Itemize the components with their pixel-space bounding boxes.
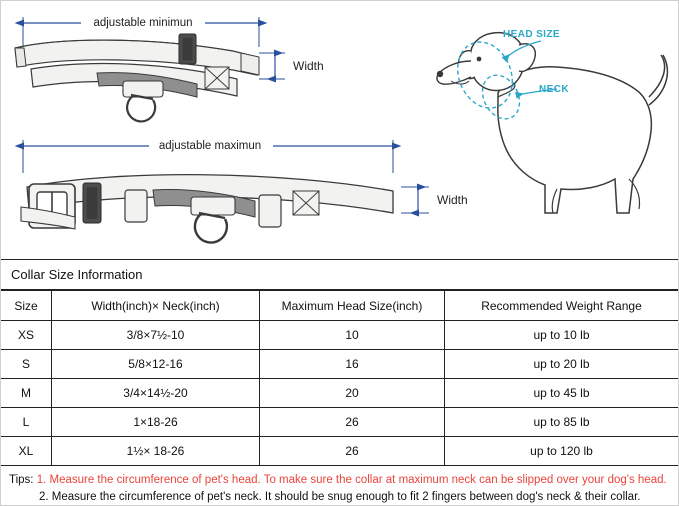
cell-size: S (1, 350, 52, 379)
cell-size: L (1, 408, 52, 437)
cell-weight: up to 120 lb (445, 437, 679, 466)
cell-weight: up to 45 lb (445, 379, 679, 408)
cell-weight: up to 20 lb (445, 350, 679, 379)
tips-line-2: 2. Measure the circumference of pet's neck. It should be snug enough to fit 2 fingers between dog's neck & their collar. (39, 490, 641, 503)
head-size-label: HEAD SIZE (503, 29, 560, 40)
neck-label: NECK (539, 84, 569, 95)
size-information-section (1, 259, 678, 505)
tips-section (1, 466, 678, 505)
table-row (1, 379, 678, 408)
cell-head-size: 26 (260, 437, 445, 466)
top-dimension-label: adjustable minimun (93, 17, 193, 29)
table-row (1, 408, 678, 437)
tips-text-1: 1. Measure the circumference of pet's head. To make sure the collar at maximum neck can be slipped over your dog's head. (36, 474, 667, 486)
cell-width-neck: 1½× 18-26 (52, 437, 260, 466)
cell-head-size: 20 (260, 379, 445, 408)
collar-min-illustration (15, 14, 324, 121)
cell-width-neck: 1×18-26 (52, 408, 260, 437)
cell-width-neck: 5/8×12-16 (52, 350, 260, 379)
cell-size: XS (1, 321, 52, 350)
cell-weight: up to 10 lb (445, 321, 679, 350)
cell-head-size: 16 (260, 350, 445, 379)
width-label-bottom: Width (437, 193, 468, 207)
cell-size: XL (1, 437, 52, 466)
table-header-row (1, 291, 678, 321)
table-row (1, 321, 678, 350)
dog-illustration (437, 29, 668, 213)
table-row (1, 437, 678, 466)
table-row (1, 350, 678, 379)
table-title: Collar Size Information (1, 260, 678, 290)
collar-diagram (1, 1, 678, 259)
header-weight-range: Recommended Weight Range (445, 291, 679, 321)
cell-width-neck: 3/4×14½-20 (52, 379, 260, 408)
bottom-dimension-label: adjustable maximun (158, 140, 262, 152)
cell-head-size: 10 (260, 321, 445, 350)
size-table (1, 290, 678, 466)
cell-head-size: 26 (260, 408, 445, 437)
tips-label: Tips: (9, 474, 34, 486)
header-width-neck: Width(inch)× Neck(inch) (52, 291, 260, 321)
header-max-head-size: Maximum Head Size(inch) (260, 291, 445, 321)
cell-size: M (1, 379, 52, 408)
cell-width-neck: 3/8×7½-10 (52, 321, 260, 350)
tips-line-1 (9, 472, 670, 489)
width-label-top: Width (293, 59, 324, 73)
collar-max-illustration (21, 137, 468, 243)
header-size: Size (1, 291, 52, 321)
cell-weight: up to 85 lb (445, 408, 679, 437)
